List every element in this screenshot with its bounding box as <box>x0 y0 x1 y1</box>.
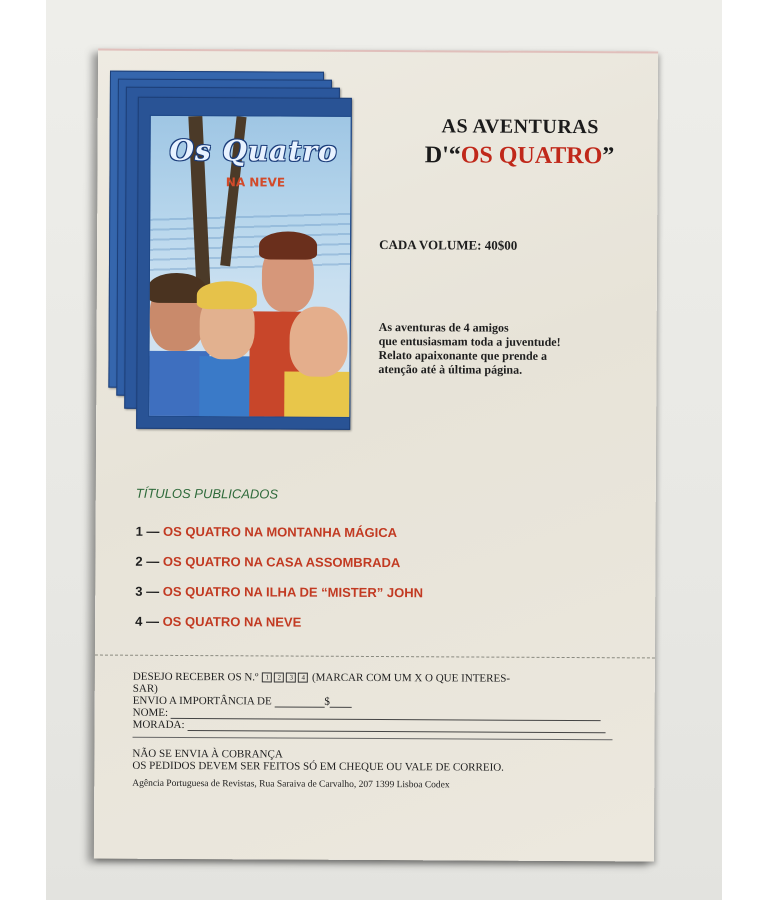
publisher-address: Agência Portuguesa de Revistas, Rua Saraiva de Carvalho, 207 1399 Lisboa Codex <box>132 778 450 791</box>
volume-checkbox-2[interactable]: 2 <box>274 673 284 683</box>
request-instruction-cont: SAR) <box>132 682 158 695</box>
volume-checkbox-3[interactable]: 3 <box>286 673 296 683</box>
address-row <box>133 719 623 734</box>
volume-price: CADA VOLUME: 40$00 <box>379 237 518 253</box>
catalog-page <box>94 49 658 862</box>
no-cod-notice: NÃO SE ENVIA À COBRANÇA <box>132 747 283 761</box>
character-face <box>289 307 347 377</box>
address-label: MORADA: <box>132 718 185 732</box>
list-item <box>135 547 615 580</box>
title-number: 2 — <box>135 553 160 569</box>
book-cover-illustration <box>148 115 352 418</box>
title-name: OS QUATRO NA NEVE <box>162 613 302 630</box>
volume-checkbox-1[interactable]: 1 <box>262 673 272 683</box>
address-field[interactable] <box>187 730 605 733</box>
blurb-line: As aventuras de 4 amigos <box>378 320 509 335</box>
promo-blurb <box>378 320 628 377</box>
cut-here-line <box>95 655 655 659</box>
request-instruction: (MARCAR COM UM X O QUE INTERES- <box>311 671 511 685</box>
headline-series-name: OS QUATRO <box>460 142 603 170</box>
character-face <box>199 291 254 359</box>
cover-volume-subtitle: NA NEVE <box>225 175 286 190</box>
list-item <box>135 607 615 640</box>
request-label: DESEJO RECEBER OS N.º <box>132 670 259 684</box>
volume-checkbox-4[interactable]: 4 <box>298 673 308 683</box>
title-name: OS QUATRO NA CASA ASSOMBRADA <box>162 553 401 571</box>
title-number: 3 — <box>135 583 160 599</box>
book-cover-stack <box>108 71 360 422</box>
headline-suffix: ” <box>602 143 615 170</box>
payment-label: ENVIO A IMPORTÂNCIA DE <box>132 694 272 708</box>
list-item <box>136 517 616 550</box>
blurb-line: atenção até à última página. <box>378 362 523 377</box>
headline-line2 <box>379 142 659 170</box>
title-name: OS QUATRO NA MONTANHA MÁGICA <box>163 523 398 541</box>
title-number: 1 — <box>135 523 160 539</box>
cover-series-title: Os Quatro <box>169 133 338 168</box>
snow-scene <box>150 211 350 272</box>
character-clothing <box>284 372 352 418</box>
name-label: NOME: <box>132 706 169 719</box>
blurb-line: que entusiasmam toda a juventude! <box>378 334 561 349</box>
blurb-line: Relato apaixonante que prende a <box>378 348 548 363</box>
payment-method-notice: OS PEDIDOS DEVEM SER FEITOS SÓ EM CHEQUE OU VALE DE CORREIO. <box>132 759 504 774</box>
headline-prefix: D'“ <box>424 142 461 169</box>
order-request-row <box>133 671 623 686</box>
order-form <box>132 671 623 793</box>
list-item <box>135 577 615 610</box>
character-face <box>262 241 314 311</box>
payment-currency: $ <box>324 695 330 708</box>
published-titles-heading: TÍTULOS PUBLICADOS <box>135 485 279 502</box>
published-titles-list <box>135 517 616 640</box>
headline-line1: AS AVENTURAS <box>441 115 599 139</box>
title-number: 4 — <box>135 613 160 629</box>
title-name: OS QUATRO NA ILHA DE “MISTER” JOHN <box>162 583 424 601</box>
address-field-line2[interactable] <box>133 737 613 741</box>
